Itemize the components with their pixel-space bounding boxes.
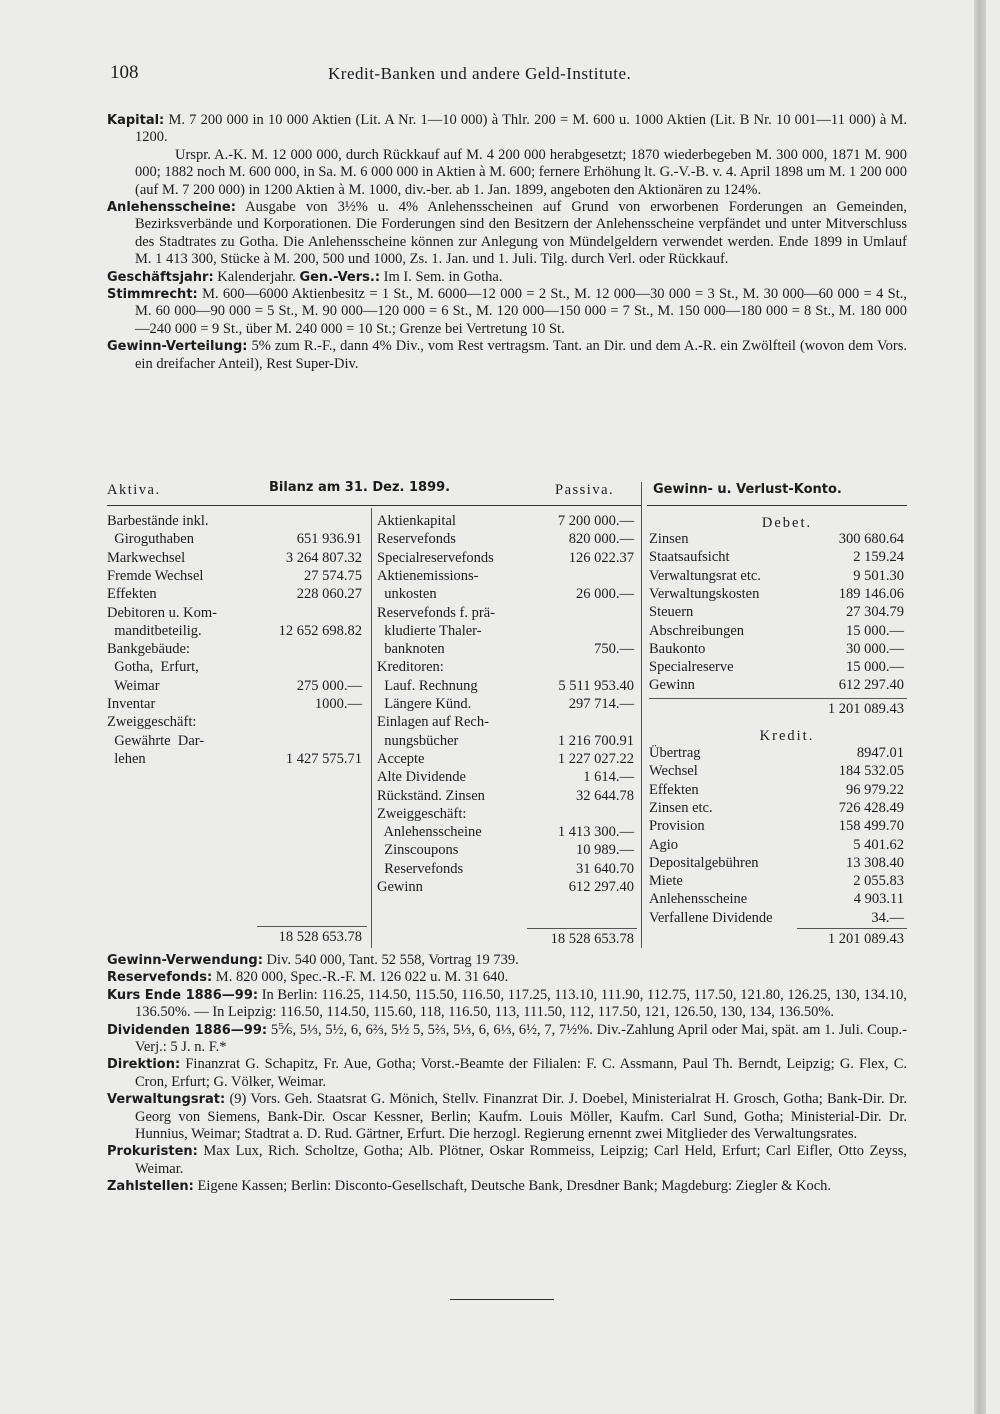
kredit-row-value: 34.— (871, 909, 904, 926)
balance-sheet (107, 478, 907, 948)
aktiva-row-value: 1 427 575.71 (285, 750, 362, 767)
passiva-sum-line (527, 928, 637, 929)
passiva-row-label: Reservefonds f. prä- (377, 604, 495, 621)
debet-row-label: Staatsaufsicht (649, 549, 730, 566)
outro-label: Verwaltungsrat: (107, 1092, 226, 1108)
kredit-row-value: 184 532.05 (838, 763, 904, 780)
aktiva-row-value (222, 732, 362, 750)
passiva-row-value: 612 297.40 (568, 879, 634, 895)
aktiva-row-value (222, 713, 362, 731)
outro-text: Div. 540 000, Tant. 52 558, Vortrag 19 739. (262, 952, 519, 968)
end-rule (450, 1299, 554, 1300)
aktiva-row-value (222, 604, 362, 622)
debet-row-label: Verwaltungskosten (649, 585, 760, 602)
kredit-row-value: 2 055.83 (853, 873, 904, 890)
aktiva-row-label: Barbestände inkl. (107, 513, 209, 529)
debet-row-value: 15 000.— (846, 622, 904, 639)
kredit-row-label: Depositalgebühren (649, 854, 759, 871)
kredit-row-label: Agio (649, 836, 678, 853)
debet-sum-line (649, 698, 907, 699)
outro-label: Direktion: (107, 1057, 181, 1073)
aktiva-row-label: Giroguthaben (107, 531, 194, 548)
debet-row-label: Zinsen (649, 531, 689, 547)
aktiva-row-label: Markwechsel (107, 549, 186, 566)
aktiva-row-label: Gotha, Erfurt, (107, 659, 199, 676)
kredit-row-label: Übertrag (649, 745, 701, 761)
outro-label: Gewinn-Verwendung: (107, 953, 263, 968)
outro-section (107, 952, 907, 1196)
passiva-row-label: Reservefonds (377, 860, 464, 877)
debet-row-label: Abschreibungen (649, 622, 745, 639)
aktiva-row-value: 12 652 698.82 (278, 622, 362, 639)
passiva-row-value: 10 989.— (576, 842, 634, 859)
passiva-row-label: banknoten (377, 641, 445, 658)
passiva-row-value: 820 000.— (568, 531, 634, 548)
kredit-row-label: Zinsen etc. (649, 799, 713, 816)
kredit-row-label: Provision (649, 818, 705, 835)
intro-text: 5% zum R.-F., dann 4% Div., vom Rest vertragsm. Tant. an Dir. und dem A.-R. ein Zwölfteil (wovon dem Vors. ein dreifacher Anteil), Rest Super-Div. (135, 338, 907, 372)
intro-paragraph (107, 269, 907, 286)
intro-text: Im I. Sem. in Gotha. (380, 268, 503, 285)
passiva-total: 18 528 653.78 (550, 931, 634, 947)
aktiva-row-label: Effekten (107, 586, 157, 603)
aktiva-row-label: manditbeteilig. (107, 622, 202, 639)
passiva-row-value: 297 714.— (568, 696, 634, 712)
kredit-row-label: Verfallene Dividende (649, 909, 773, 926)
passiva-row-value: 126 022.37 (568, 549, 634, 566)
kredit-row-value: 5 401.62 (853, 836, 904, 853)
page-header (110, 62, 900, 88)
kredit-row-label: Anlehensscheine (649, 891, 748, 908)
kredit-sum-line (797, 928, 907, 929)
aktiva-row-label: Inventar (107, 696, 156, 712)
kredit-row-value: 726 428.49 (838, 799, 904, 816)
intro-paragraph (107, 338, 907, 373)
passiva-row-label: nungsbücher (377, 732, 459, 749)
passiva-row-value: 5 511 953.40 (558, 677, 634, 694)
kredit-row-label: Wechsel (649, 763, 698, 780)
debet-row-value: 612 297.40 (838, 677, 904, 694)
intro-label: Gewinn-Verteilung: (107, 339, 248, 355)
passiva-row-value: 26 000.— (576, 586, 634, 603)
outro-label: Reservefonds: (107, 970, 213, 986)
debet-row-label: Baukonto (649, 640, 706, 657)
outro-text: Finanzrat G. Schapitz, Fr. Aue, Gotha; Vorst.-Beamte der Filialen: F. C. Assmann, Paul Th. Berndt, Leipzig; G. Flex, C. Cron, Erfurt; G. Völker, Weimar. (135, 1056, 907, 1090)
passiva-row-value: 1 413 300.— (557, 824, 634, 841)
kredit-row-label: Miete (649, 873, 683, 890)
aktiva-row-label: Weimar (107, 677, 160, 694)
outro-paragraph (107, 1178, 907, 1195)
passiva-row-label: Specialreservefonds (377, 549, 494, 566)
passiva-row-label: Einlagen auf Rech- (377, 714, 489, 731)
aktiva-row-label: Zweiggeschäft: (107, 714, 197, 731)
intro-section (107, 112, 907, 373)
outro-label: Dividenden 1886—99: (107, 1022, 268, 1038)
outro-text: M. 820 000, Spec.-R.-F. M. 126 022 u. M. 31 640. (212, 969, 509, 986)
passiva-row-label: kludierte Thaler- (377, 622, 482, 639)
page-number: 108 (110, 62, 139, 83)
outro-label: Prokuristen: (107, 1144, 198, 1160)
aktiva-row-value: 651 936.91 (296, 531, 362, 548)
passiva-row-label: Anlehensscheine (377, 824, 482, 841)
passiva-row-value: 750.— (594, 641, 634, 658)
aktiva-row-value: 1000.— (314, 696, 362, 712)
kredit-total: 1 201 089.43 (827, 931, 904, 947)
passiva-row-label: Rückständ. Zinsen (377, 787, 485, 804)
divider-aktiva-passiva (371, 508, 372, 948)
intro-paragraph (107, 147, 907, 199)
aktiva-row-label: Bankgebäude: (107, 641, 190, 658)
debet-row-value: 9 501.30 (853, 567, 904, 584)
debet-row-value: 2 159.24 (853, 549, 904, 566)
passiva-row-label: Längere Künd. (377, 696, 472, 712)
passiva-heading: Passiva. (555, 482, 615, 498)
intro-label: Anlehensscheine: (107, 200, 236, 216)
aktiva-row-value (222, 512, 362, 530)
aktiva-sum-line (257, 926, 367, 927)
debet-total: 1 201 089.43 (827, 701, 904, 717)
intro-label: Gen.-Vers.: (299, 269, 381, 285)
intro-text: M. 600—6000 Aktienbesitz = 1 St., M. 6000—12 000 = 2 St., M. 12 000—30 000 = 3 St., M. 30 000—60 000 = 4 St., M. 60 000—90 000 = 5 St., M. 90 000—120 000 = 6 St., M. 120 000—150 000 = 7 St., M. 150 000—180 000 = 8 St., M. 180 000—240 000 = 9 St., über M. 240 000 = 10 St.; Grenze bei Vertretung 10 St. (135, 286, 907, 337)
aktiva-row-value: 275 000.— (296, 677, 362, 694)
debet-row-value: 30 000.— (846, 640, 904, 657)
aktiva-row-label: Gewährte Dar- (107, 732, 205, 749)
aktiva-heading: Aktiva. (107, 482, 161, 498)
intro-text: M. 7 200 000 in 10 000 Aktien (Lit. A Nr. 1—10 000) à Thlr. 200 = M. 600 u. 1000 Aktien (Lit. B Nr. 10 001—11 000) à M. 1200. (135, 112, 907, 146)
aktiva-total: 18 528 653.78 (278, 929, 362, 945)
debet-row-value: 15 000.— (846, 659, 904, 676)
passiva-row-value (494, 658, 634, 676)
intro-label: Kapital: (107, 113, 165, 128)
passiva-row-value (494, 713, 634, 731)
outro-paragraph (107, 1143, 907, 1178)
debet-row-label: Specialreserve (649, 659, 734, 676)
intro-label: Stimmrecht: (107, 287, 198, 303)
outro-text: In Berlin: 116.25, 114.50, 115.50, 116.50, 117.25, 113.10, 111.90, 112.75, 117.50, 121.80, 126.25, 130, 134.10, 136.50%. — In Leipzig: 116.50, 114.50, 115.60, 118, 116.50, 113, 111.50, 112, 117.50, 121, 126.50, 130, 134, 136.50%. (135, 986, 907, 1021)
outro-paragraph (107, 987, 907, 1022)
kredit-heading: Kredit. (759, 728, 815, 744)
passiva-row-value: 1 216 700.91 (557, 732, 634, 749)
page-edge-shadow (974, 0, 986, 1414)
kredit-row-value: 8947.01 (856, 745, 904, 761)
passiva-row-value: 32 644.78 (576, 787, 634, 804)
intro-paragraph (107, 199, 907, 269)
passiva-row-label: Alte Dividende (377, 769, 466, 786)
divider-passiva-gv (641, 482, 642, 948)
kredit-row-value: 4 903.11 (853, 891, 904, 908)
debet-row-label: Gewinn (649, 677, 695, 694)
outro-paragraph (107, 1056, 907, 1091)
debet-row-label: Verwaltungsrat etc. (649, 567, 761, 584)
outro-text: (9) Vors. Geh. Staatsrat G. Mönich, Stellv. Finanzrat Dir. J. Doebel, Ministerialrat H. Grosch, Gotha; Bank-Dir. Dr. Georg von Siemens, Bank-Dir. Oscar Kessner, Berlin; Kaufm. Louis Möller, Kaufm. Carl Sund, Gotha; Ministerial-Dir. Dr. Hunnius, Weimar; Stadtrat a. D. Rud. Gärtner, Erfurt. Die herzogl. Regierung ernennt zwei Mitglieder des Verwaltungsrates. (135, 1091, 907, 1143)
kredit-row-label: Effekten (649, 781, 699, 798)
passiva-row-label: unkosten (377, 586, 437, 603)
passiva-row-label: Lauf. Rechnung (377, 677, 478, 694)
passiva-row-value: 7 200 000.— (557, 513, 634, 529)
passiva-row-value: 1 614.— (583, 769, 634, 786)
aktiva-row-value: 27 574.75 (304, 567, 362, 584)
passiva-row-label: Accepte (377, 750, 425, 767)
intro-text: Kalenderjahr. (213, 268, 300, 285)
debet-row-label: Steuern (649, 604, 694, 621)
aktiva-row-label: lehen (107, 750, 146, 767)
intro-label: Geschäftsjahr: (107, 269, 214, 285)
passiva-row-value: 31 640.70 (576, 860, 634, 877)
passiva-row-label: Reservefonds (377, 531, 456, 548)
passiva-row-value (494, 622, 634, 640)
passiva-row-label: Kreditoren: (377, 659, 444, 676)
aktiva-row-label: Fremde Wechsel (107, 567, 204, 584)
passiva-row-value (494, 805, 634, 823)
balance-title: Bilanz am 31. Dez. 1899. (269, 480, 451, 495)
kredit-row-value: 158 499.70 (838, 818, 904, 835)
debet-heading: Debet. (761, 515, 813, 531)
passiva-row-value (494, 567, 634, 585)
header-rule-bilanz (107, 505, 641, 506)
kredit-row-value: 96 979.22 (846, 781, 904, 798)
debet-row-value: 189 146.06 (838, 585, 904, 602)
outro-label: Kurs Ende 1886—99: (107, 987, 259, 1003)
outro-paragraph (107, 952, 907, 969)
outro-text: Eigene Kassen; Berlin: Disconto-Gesellschaft, Deutsche Bank, Dresdner Bank; Magdeburg: Ziegler & Koch. (193, 1178, 832, 1195)
debet-row-value: 27 304.79 (846, 604, 904, 621)
debet-row-value: 300 680.64 (838, 531, 904, 547)
aktiva-row-value (222, 640, 362, 658)
passiva-row-value: 1 227 027.22 (557, 750, 634, 767)
aktiva-row-label: Debitoren u. Kom- (107, 604, 217, 621)
header-rule-gv (647, 505, 907, 506)
intro-paragraph (107, 286, 907, 338)
outro-paragraph (107, 969, 907, 986)
passiva-row-label: Zinscoupons (377, 842, 459, 859)
passiva-row-label: Aktienemissions- (377, 567, 479, 584)
intro-paragraph (107, 112, 907, 147)
aktiva-row-value: 228 060.27 (296, 586, 362, 603)
gv-heading: Gewinn- u. Verlust-Konto. (653, 482, 842, 497)
kredit-row-value: 13 308.40 (846, 854, 904, 871)
outro-paragraph (107, 1022, 907, 1057)
intro-text: Urspr. A.-K. M. 12 000 000, durch Rückkauf auf M. 4 200 000 herabgesetzt; 1870 wiederbegeben M. 300 000, 1871 M. 900 000; 1882 noch M. 600 000, in Sa. M. 6 000 000 in Aktien à M. 600; fernere Erhöhung lt. G.-V.-B. v. 4. April 1898 um M. 1 200 000 (auf M. 7 200 000) in 1200 Aktien à M. 1000, div.-ber. ab 1. Jan. 1899, angeboten den Aktionären zu 124%. (135, 146, 907, 198)
outro-text: Max Lux, Rich. Scholtze, Gotha; Alb. Plötner, Oskar Rommeiss, Leipzig; Carl Held, Erfurt; Carl Eifler, Otto Zeyss, Weimar. (135, 1143, 907, 1177)
passiva-row-label: Zweiggeschäft: (377, 805, 467, 822)
outro-label: Zahlstellen: (107, 1179, 194, 1195)
running-title: Kredit-Banken und andere Geld-Institute. (328, 64, 632, 83)
outro-text: 5⅚, 5⅓, 5½, 6, 6⅔, 5½ 5, 5⅔, 5⅓, 6, 6⅓, 6½, 7, 7½%. Div.-Zahlung April oder Mai, spät. am 1. Juli. Coup.-Verj.: 5 J. n. F.* (135, 1021, 908, 1056)
passiva-row-label: Gewinn (377, 879, 423, 895)
outro-paragraph (107, 1091, 907, 1143)
aktiva-row-value (222, 658, 362, 676)
aktiva-row-value: 3 264 807.32 (285, 549, 362, 566)
passiva-row-label: Aktienkapital (377, 513, 456, 529)
passiva-row-value (494, 604, 634, 622)
intro-text: Ausgabe von 3½% u. 4% Anlehensscheinen auf Grund von erworbenen Forderungen an Gemeinden, Bezirksverbände und Korporationen. Die Forderungen sind den Besitzern der Anlehensscheine verpfändet und unter Mitverschluss des Stadtrates zu Gotha. Die Anlehensscheine können zur Anlegung von Mündelgeldern verwendet werden. Ende 1899 in Umlauf M. 1 413 300, Stücke à M. 200, 500 und 1000, Zs. 1. Jan. und 1. Juli. Tilg. durch Verl. oder Rückkauf. (135, 199, 907, 268)
